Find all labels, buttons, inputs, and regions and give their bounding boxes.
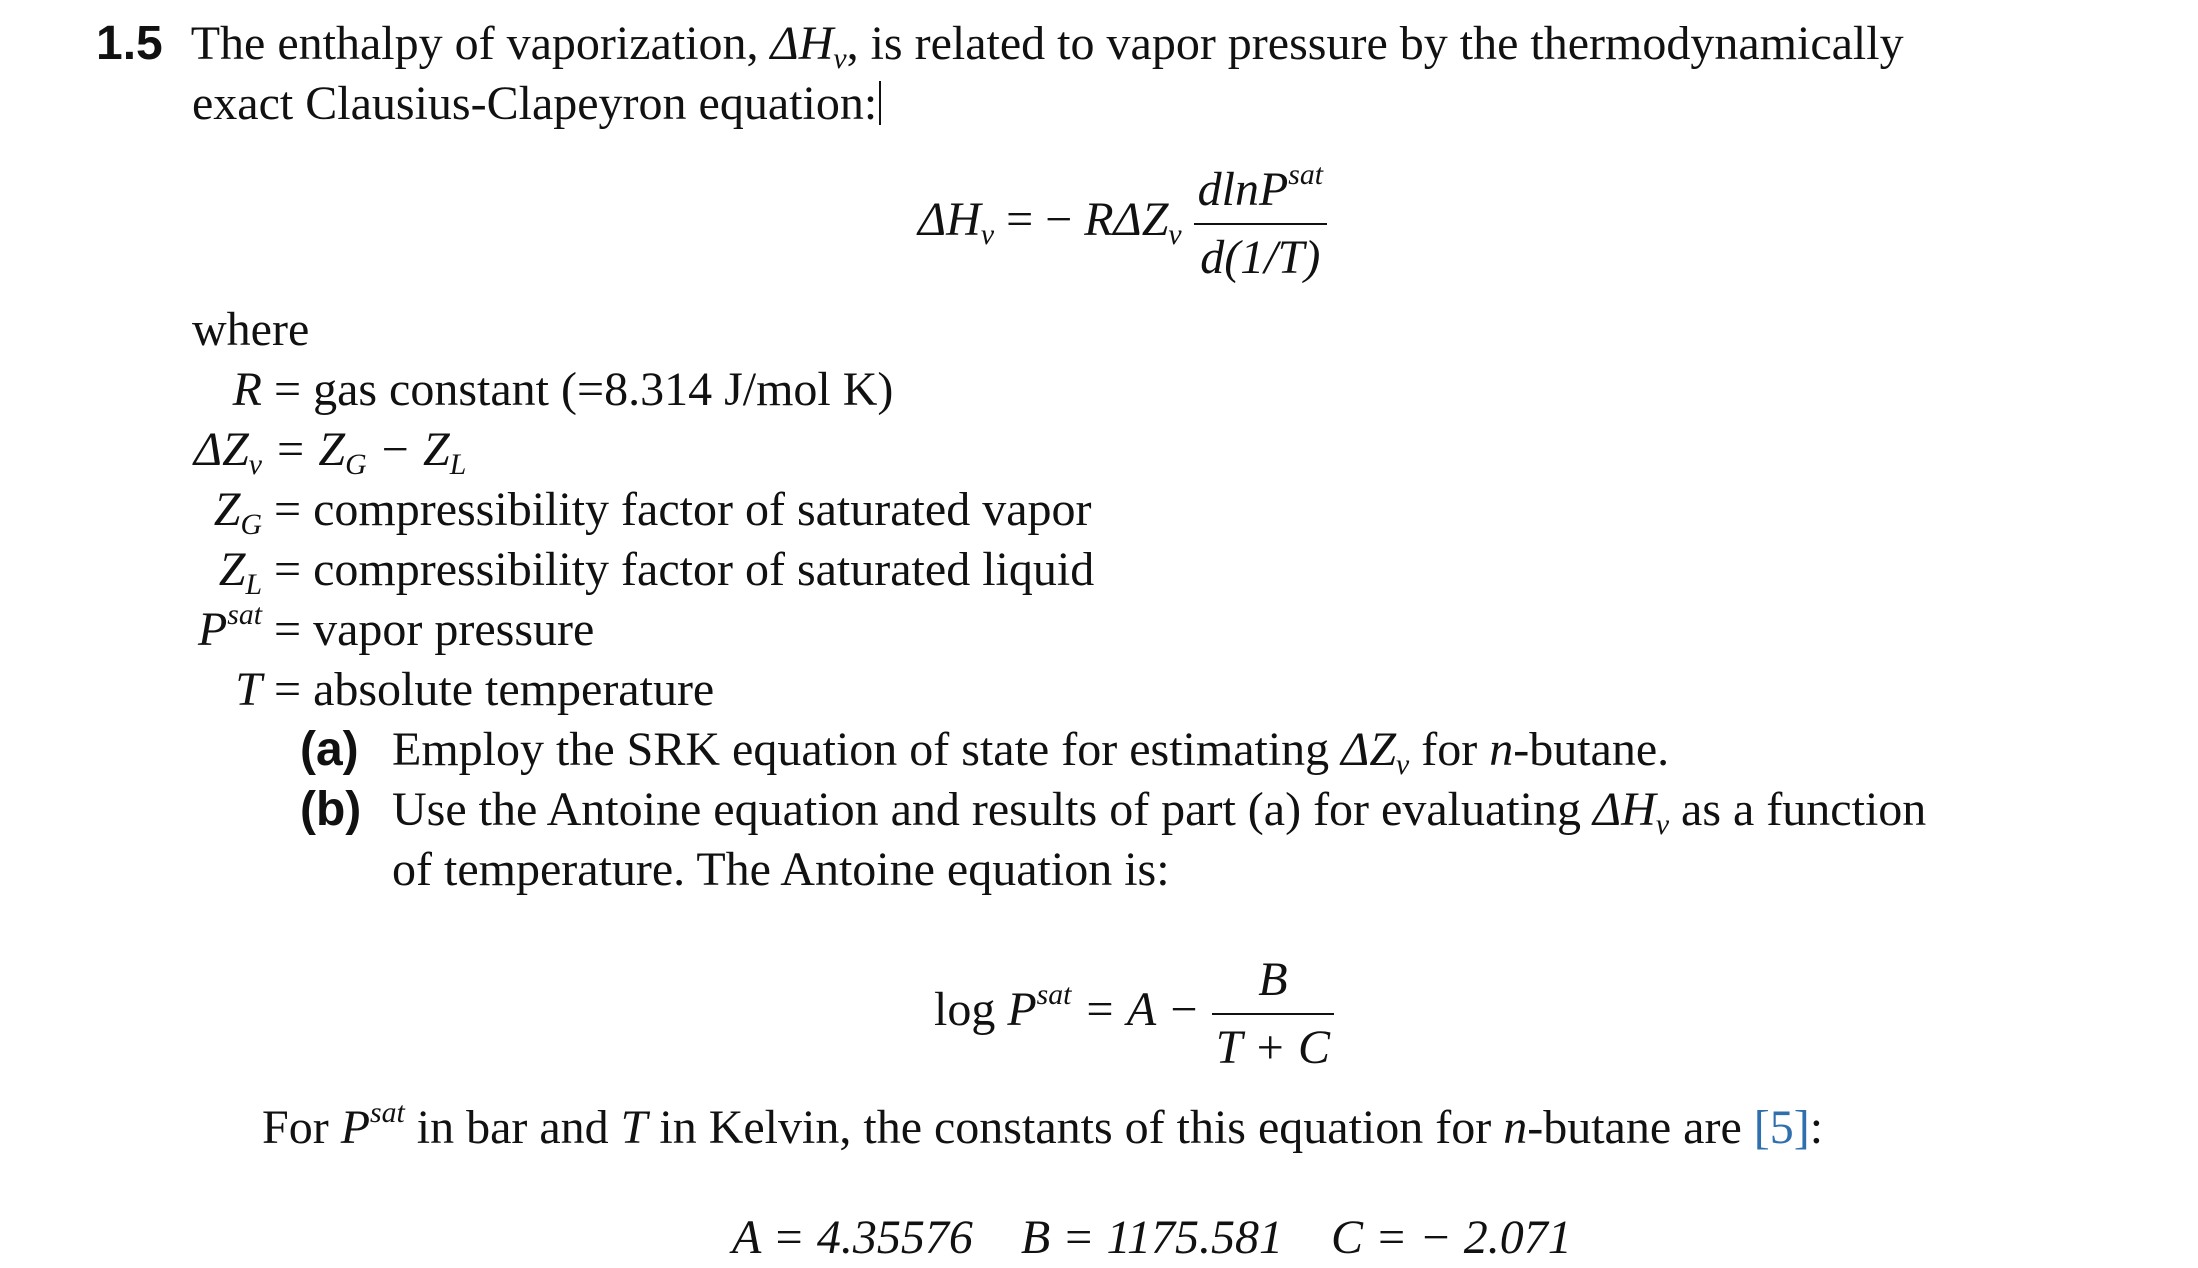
part-b-sub: v	[1655, 807, 1670, 841]
definition-psat	[0, 600, 1300, 660]
eq1-denominator	[1194, 225, 1327, 288]
part-a-n: n	[1489, 723, 1514, 776]
def-t-symbol: T	[235, 663, 262, 716]
def-r-symbol: R	[232, 363, 262, 416]
intro-text-3: exact Clausius-Clapeyron equation:	[192, 77, 878, 130]
part-b-line2: of temperature. The Antoine equation is:	[392, 843, 1170, 896]
const-t: T	[620, 1101, 648, 1154]
part-a	[300, 720, 1669, 780]
eq2-denominator	[1212, 1015, 1334, 1078]
text-cursor	[879, 81, 881, 125]
problem-number: 1.5	[96, 17, 163, 70]
def-zl-symbol: Z	[218, 543, 246, 596]
def-r-text: = gas constant (=8.314 J/mol K)	[262, 363, 894, 416]
antoine-equation	[934, 950, 1334, 1078]
constants-values	[732, 1208, 1572, 1268]
def-dzv-sub: v	[248, 447, 262, 481]
problem-intro-line2	[192, 74, 881, 134]
constants-sentence	[262, 1098, 1823, 1158]
eq1-rhs-sub: v	[1168, 217, 1182, 251]
where-label: where	[192, 303, 310, 356]
def-psat-sup: sat	[227, 598, 262, 632]
definition-dzv	[0, 420, 1300, 480]
definition-t	[0, 660, 1300, 720]
def-dzv-l-sub: L	[449, 447, 467, 481]
part-b-label: (b)	[300, 783, 362, 836]
eq2-p: P	[1007, 983, 1037, 1037]
eq1-equals: = −	[994, 193, 1085, 247]
intro-dh-symbol: ΔH	[770, 17, 834, 70]
def-zl-sub: L	[245, 567, 262, 601]
eq1-numerator	[1194, 160, 1327, 225]
constant-a: A = 4.35576	[732, 1211, 973, 1264]
def-psat-text: = vapor pressure	[262, 603, 595, 656]
eq1-num-text: dlnP	[1197, 163, 1289, 216]
part-b	[300, 780, 1926, 840]
eq2-rhs: = A −	[1071, 983, 1212, 1037]
part-a-text-2: for	[1409, 723, 1490, 776]
eq2-numerator	[1212, 950, 1334, 1015]
const-p: P	[340, 1101, 371, 1154]
eq1-rhs: RΔZ	[1084, 193, 1169, 247]
eq1-fraction	[1194, 160, 1327, 288]
clausius-clapeyron-equation	[918, 160, 1327, 288]
const-p-sup: sat	[370, 1096, 405, 1130]
part-a-sub: v	[1396, 747, 1410, 781]
def-dzv-symbol: ΔZ	[193, 423, 249, 476]
const-text-2: in bar and	[404, 1101, 621, 1154]
part-b-text-1: Use the Antoine equation and results of part (a) for evaluating	[392, 783, 1593, 836]
definition-r	[0, 360, 1300, 420]
const-text-4: -butane are	[1527, 1101, 1754, 1154]
part-a-label: (a)	[300, 723, 359, 776]
part-a-text-3: -butane.	[1513, 723, 1670, 776]
definition-list	[0, 360, 1300, 720]
definition-zg	[0, 480, 1300, 540]
part-b-text-2: as a function	[1669, 783, 1927, 836]
eq2-fraction	[1212, 950, 1334, 1078]
eq2-p-sup: sat	[1036, 978, 1072, 1012]
def-zg-sub: G	[240, 507, 262, 541]
part-b-symbol: ΔH	[1592, 783, 1656, 836]
problem-intro-line1	[96, 14, 1904, 74]
eq2-den-text: T + C	[1215, 1021, 1330, 1074]
def-psat-symbol: P	[197, 603, 228, 656]
intro-text-2: , is related to vapor pressure by the thermodynamically	[846, 17, 1904, 70]
const-n: n	[1503, 1101, 1528, 1154]
const-text-3: in Kelvin, the constants of this equation for	[647, 1101, 1504, 1154]
eq1-num-sup: sat	[1288, 158, 1323, 192]
intro-text-1: The enthalpy of vaporization,	[190, 17, 771, 70]
citation-link[interactable]: [5]	[1753, 1101, 1810, 1154]
constant-b: B = 1175.581	[1020, 1211, 1283, 1264]
def-dzv-minus: − Z	[366, 423, 450, 476]
eq1-den-text: d(1/T)	[1200, 231, 1321, 284]
def-dzv-g-sub: G	[345, 447, 367, 481]
const-text-5: :	[1809, 1101, 1824, 1154]
const-text-1: For	[262, 1101, 341, 1154]
intro-dh-sub: v	[833, 41, 847, 75]
eq1-lhs-sub: v	[980, 217, 995, 251]
eq2-log: log	[934, 983, 1008, 1037]
def-zg-symbol: Z	[213, 483, 241, 536]
constant-c: C = − 2.071	[1331, 1211, 1572, 1264]
eq1-lhs: ΔH	[918, 193, 981, 247]
def-zl-text: = compressibility factor of saturated liquid	[262, 543, 1095, 596]
definition-zl	[0, 540, 1300, 600]
def-dzv-text: = Z	[262, 423, 346, 476]
def-t-text: = absolute temperature	[262, 663, 715, 716]
eq2-num-text: B	[1258, 953, 1288, 1006]
def-zg-text: = compressibility factor of saturated vapor	[262, 483, 1092, 536]
part-a-symbol: ΔZ	[1341, 723, 1397, 776]
part-a-text-1: Employ the SRK equation of state for estimating	[392, 723, 1342, 776]
